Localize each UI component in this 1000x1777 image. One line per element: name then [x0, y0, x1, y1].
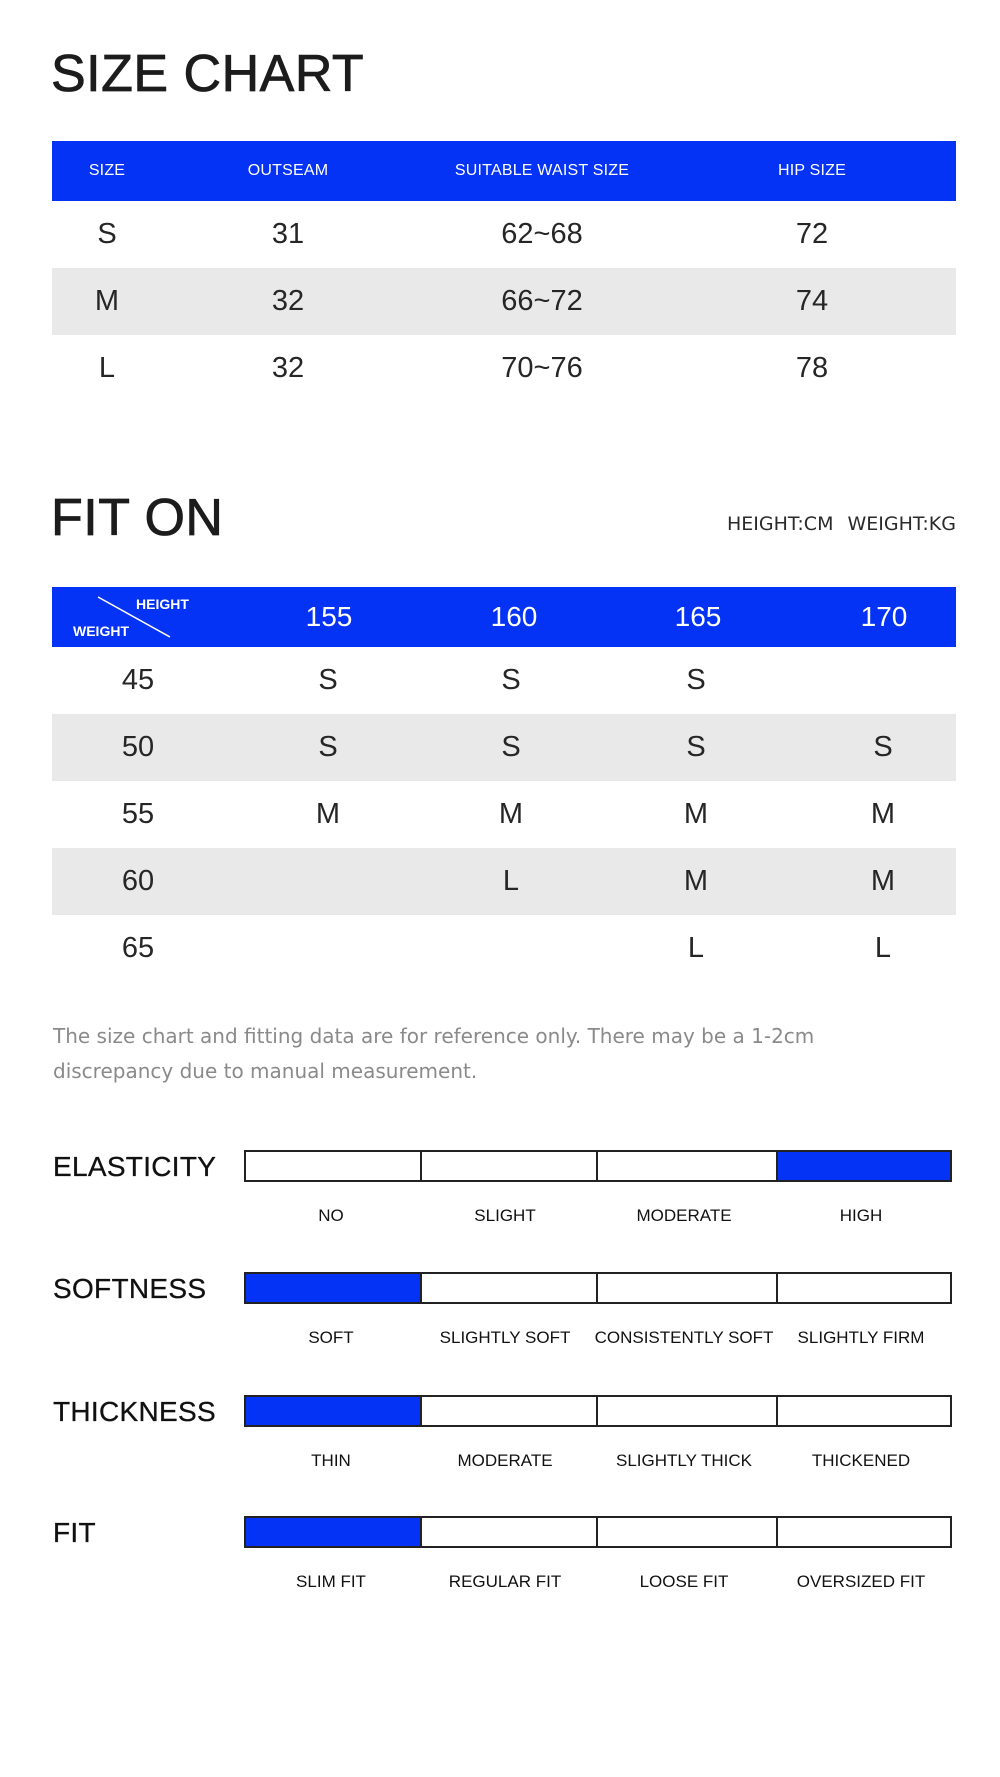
size-cell: M	[315, 798, 341, 830]
height-header: 170	[860, 601, 908, 632]
scale-segment	[776, 1274, 950, 1302]
table-row	[52, 201, 956, 268]
scale-segment	[420, 1152, 596, 1180]
scale-segment	[776, 1397, 950, 1425]
table-cell: 70~76	[501, 352, 583, 384]
size-chart-header-size: SIZE	[88, 162, 126, 179]
table-cell: 66~72	[501, 285, 583, 317]
corner-weight-label: WEIGHT	[73, 623, 129, 639]
table-row	[52, 714, 956, 781]
weight-cell: 60	[121, 865, 155, 897]
size-chart-header-row	[52, 141, 956, 201]
height-header: 160	[490, 601, 538, 632]
scale-option: SOFT	[308, 1328, 354, 1347]
scale-segment	[596, 1397, 776, 1425]
fit-bar	[244, 1516, 952, 1548]
scale-option: SLIGHT	[474, 1206, 536, 1225]
scale-option: THIN	[311, 1451, 351, 1470]
fit-on-header-row	[52, 587, 956, 647]
size-cell: M	[870, 798, 896, 830]
size-cell: S	[873, 731, 893, 763]
size-cell: L	[502, 865, 520, 897]
corner-height-label: HEIGHT	[136, 596, 189, 612]
scale-segment	[420, 1274, 596, 1302]
thickness-bar	[244, 1395, 952, 1427]
scale-option: LOOSE FIT	[639, 1572, 729, 1591]
table-cell: 31	[271, 218, 305, 250]
size-cell: M	[683, 865, 709, 897]
table-row	[52, 647, 956, 714]
size-cell: M	[870, 865, 896, 897]
scale-option: NO	[318, 1206, 344, 1225]
table-cell: S	[97, 218, 117, 250]
size-cell: S	[318, 731, 338, 763]
table-row	[52, 781, 956, 848]
fit-on-table	[52, 587, 956, 982]
weight-cell: 65	[121, 932, 155, 964]
scale-segment	[420, 1397, 596, 1425]
units-label	[727, 513, 956, 535]
height-header: 155	[305, 601, 353, 632]
size-cell: L	[687, 932, 705, 964]
scale-segment	[776, 1152, 950, 1180]
scale-segment	[246, 1397, 420, 1425]
height-header: 165	[674, 601, 722, 632]
fit-label: FIT	[53, 1517, 96, 1548]
size-cell: S	[501, 664, 521, 696]
size-cell: M	[498, 798, 524, 830]
size-chart-table	[52, 141, 956, 403]
scale-segment	[420, 1518, 596, 1546]
scale-option: HIGH	[839, 1206, 883, 1225]
size-cell: M	[683, 798, 709, 830]
table-row	[52, 915, 956, 982]
fit-on-title: FIT ON	[51, 489, 224, 547]
size-cell: S	[501, 731, 521, 763]
weight-cell: 50	[121, 731, 155, 763]
elasticity-bar	[244, 1150, 952, 1182]
table-cell: 62~68	[501, 218, 583, 250]
reference-note: The size chart and fitting data are for reference only. There may be a 1-2cm discrepancy due to manual measurement.	[53, 1024, 815, 1083]
scale-option: THICKENED	[811, 1451, 911, 1470]
softness-label: SOFTNESS	[53, 1273, 207, 1304]
table-cell: 78	[795, 352, 829, 384]
table-cell: M	[94, 285, 120, 317]
scale-segment	[596, 1274, 776, 1302]
table-cell: L	[98, 352, 116, 384]
scale-segment	[246, 1274, 420, 1302]
size-cell: S	[686, 731, 706, 763]
size-chart-header-outseam: OUTSEAM	[247, 162, 329, 179]
table-cell: 74	[795, 285, 829, 317]
table-cell: 32	[271, 352, 305, 384]
table-row	[52, 268, 956, 335]
softness-bar	[244, 1272, 952, 1304]
size-cell: S	[318, 664, 338, 696]
scale-segment	[246, 1152, 420, 1180]
scale-option: MODERATE	[457, 1451, 553, 1470]
scale-option: OVERSIZED FIT	[796, 1572, 926, 1591]
size-chart-header-hip: HIP SIZE	[778, 162, 846, 179]
table-cell: 32	[271, 285, 305, 317]
weight-cell: 45	[121, 664, 155, 696]
elasticity-label: ELASTICITY	[53, 1151, 217, 1182]
scale-option: CONSISTENTLY SOFT	[594, 1328, 774, 1347]
weight-cell: 55	[121, 798, 155, 830]
table-row	[52, 335, 956, 402]
size-chart-header-waist: SUITABLE WAIST SIZE	[454, 162, 630, 179]
size-cell: L	[874, 932, 892, 964]
height-unit: HEIGHT:CM	[726, 513, 834, 535]
scale-segment	[246, 1518, 420, 1546]
table-cell: 72	[795, 218, 829, 250]
scale-option: SLIM FIT	[296, 1572, 366, 1591]
scale-option: MODERATE	[636, 1206, 732, 1225]
thickness-label: THICKNESS	[53, 1396, 216, 1427]
size-chart-title: SIZE CHART	[51, 45, 365, 103]
scale-option: REGULAR FIT	[448, 1572, 562, 1591]
scale-segment	[596, 1152, 776, 1180]
size-cell: S	[686, 664, 706, 696]
scale-option: SLIGHTLY FIRM	[797, 1328, 925, 1347]
weight-unit: WEIGHT:KG	[847, 513, 956, 535]
height-weight-corner	[52, 587, 212, 647]
scale-segment	[776, 1518, 950, 1546]
table-row	[52, 848, 956, 915]
scale-segment	[596, 1518, 776, 1546]
scale-option: SLIGHTLY SOFT	[439, 1328, 571, 1347]
scale-option: SLIGHTLY THICK	[615, 1451, 753, 1470]
